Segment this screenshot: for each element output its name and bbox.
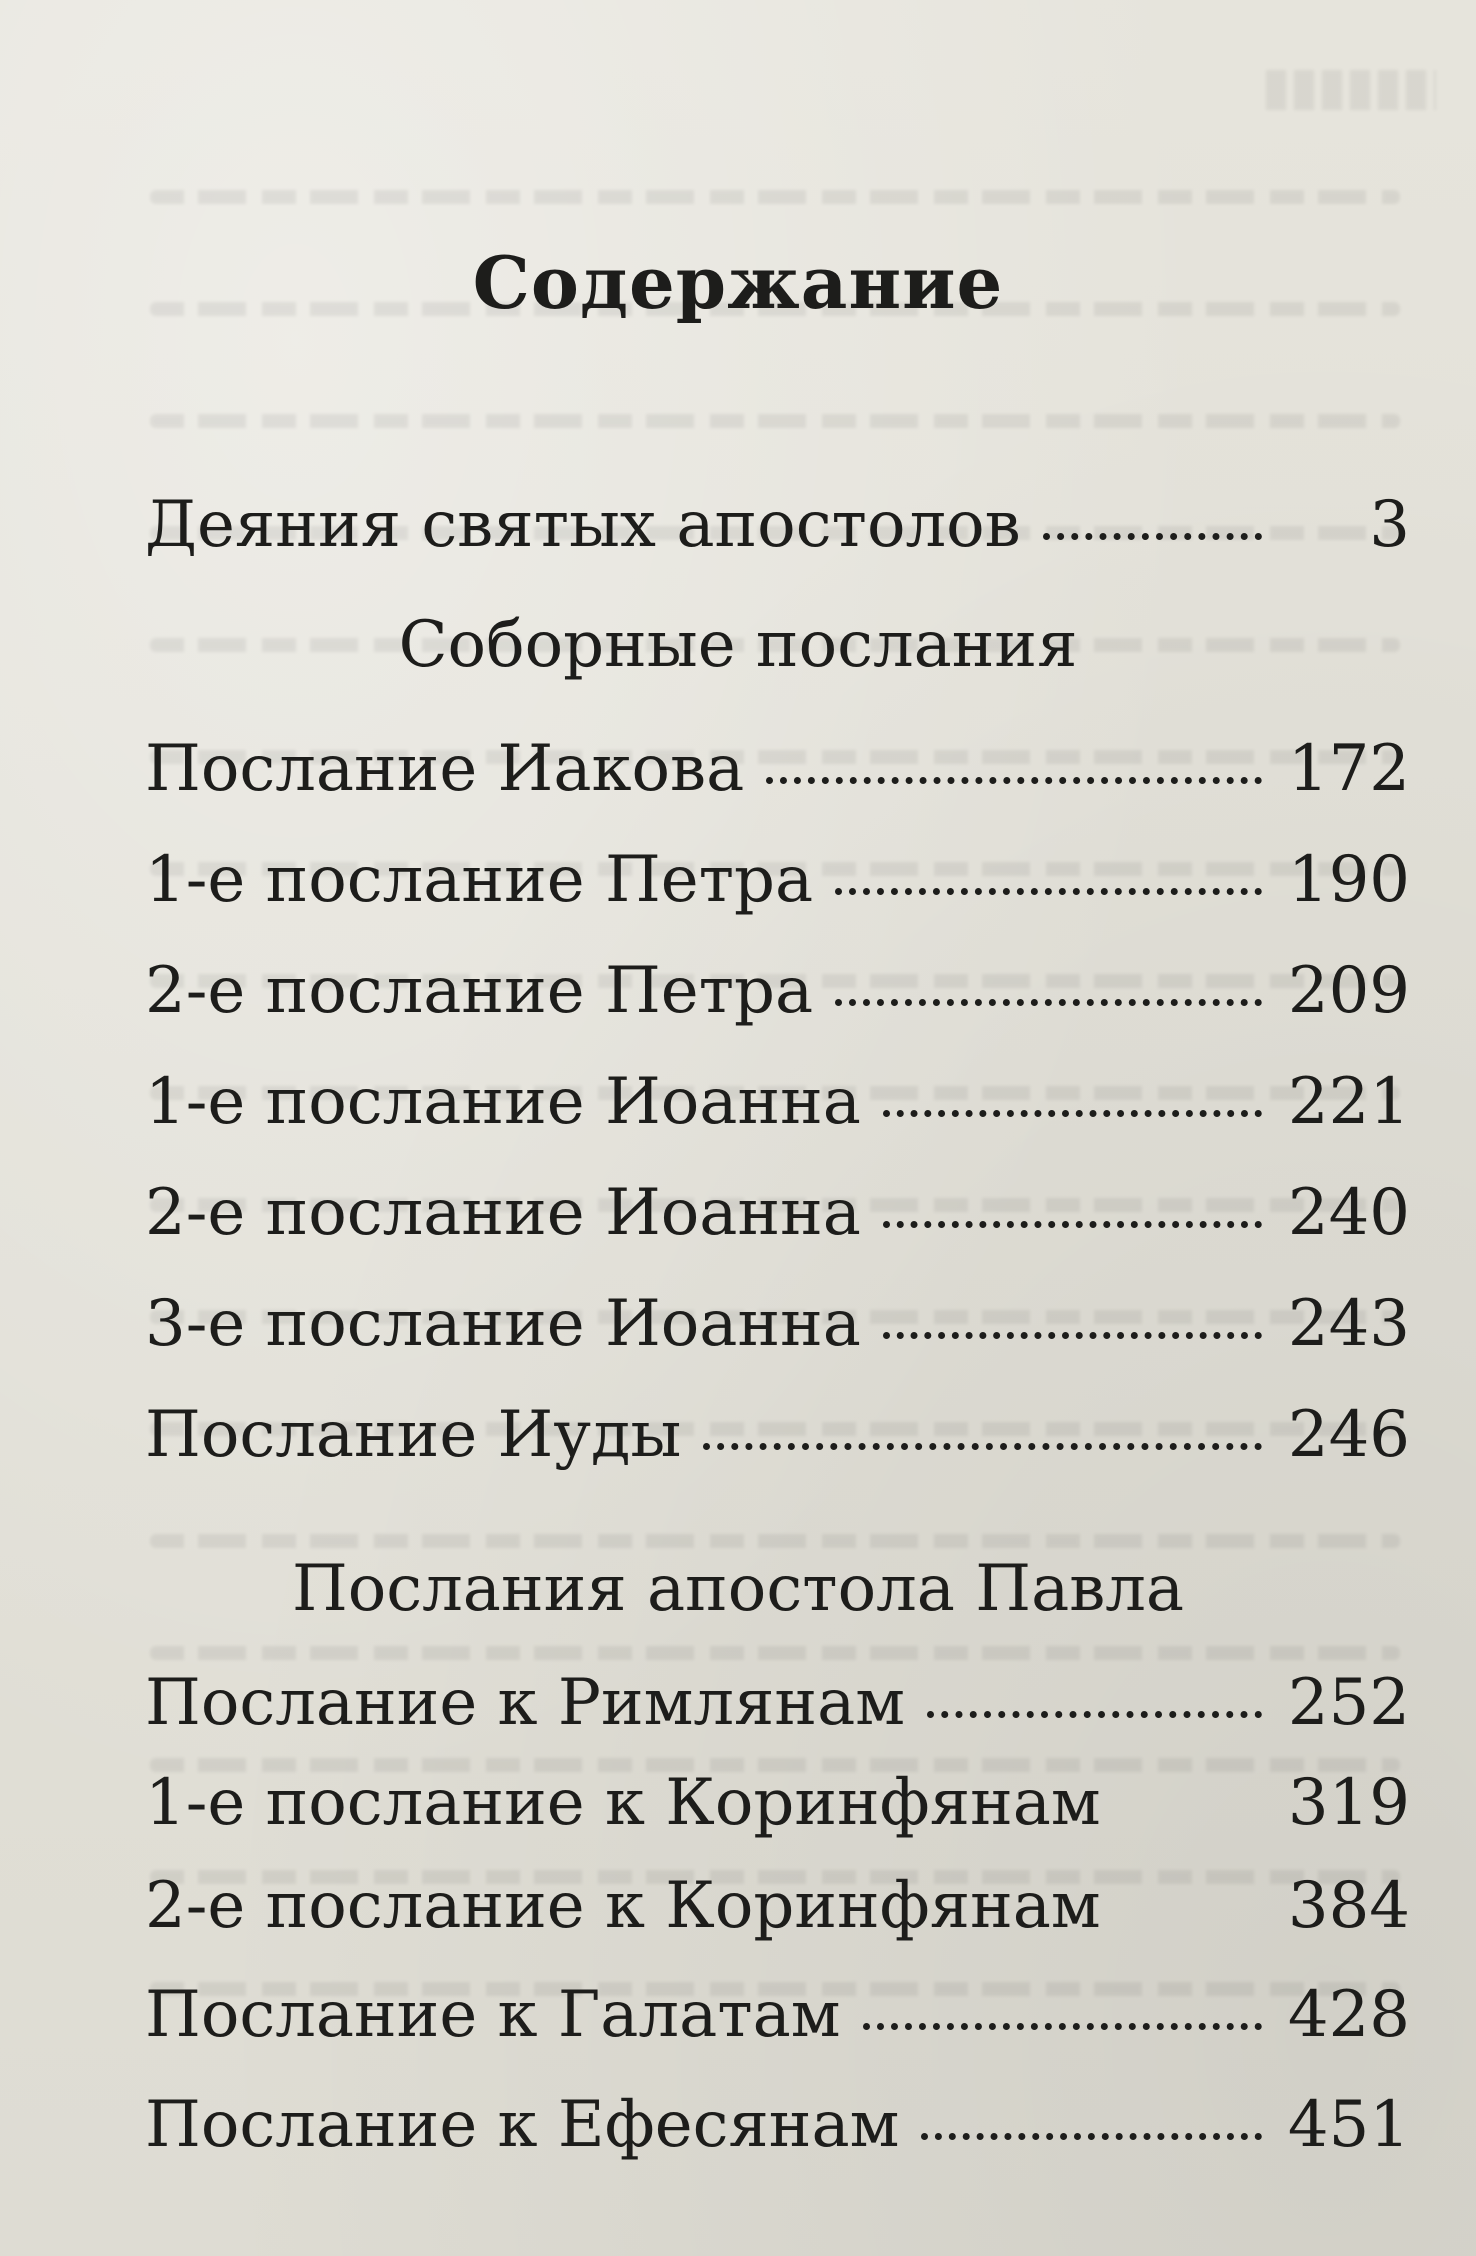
- toc-entry: [145, 1398, 1410, 1488]
- toc-entry-label: Послание Иакова: [145, 732, 745, 806]
- toc-entry-page: 243: [1287, 1287, 1410, 1361]
- dot-leader: [703, 1442, 1262, 1450]
- toc-entry: [145, 1065, 1410, 1155]
- toc-entry-label: Послание к Галатам: [145, 1978, 841, 2052]
- toc-entry: [145, 1978, 1410, 2068]
- toc-entry-page: 209: [1287, 954, 1410, 1028]
- section-heading: Послания апостола Павла: [291, 1552, 1185, 1626]
- toc-entry-label: 3-е послание Иоанна: [145, 1287, 861, 1361]
- toc-entry-label: 1-е послание Петра: [145, 843, 814, 917]
- toc-entry: [145, 1666, 1410, 1756]
- toc-entry: [145, 488, 1410, 578]
- toc-entry-page: 319: [1287, 1766, 1410, 1840]
- bleed-through-header: [1266, 70, 1436, 110]
- toc-entry-page: 190: [1287, 843, 1410, 917]
- dot-leader: [927, 1710, 1262, 1718]
- dot-leader: [883, 1220, 1262, 1228]
- dot-leader: [766, 776, 1262, 784]
- toc-entry-label: Послание Иуды: [145, 1398, 682, 1472]
- dot-leader: [835, 887, 1262, 895]
- page-title: Содержание: [472, 240, 1004, 325]
- toc-entry-label: 1-е послание к Коринфянам: [145, 1766, 1101, 1840]
- dot-leader: [863, 2022, 1262, 2030]
- toc-entry-label: 2-е послание Иоанна: [145, 1176, 861, 1250]
- toc-entry: [145, 1176, 1410, 1266]
- toc-entry: [145, 2088, 1410, 2178]
- toc-entry-page: 252: [1287, 1666, 1410, 1740]
- dot-leader: [1043, 532, 1262, 540]
- toc-entry: [145, 954, 1410, 1044]
- dot-leader: [883, 1109, 1262, 1117]
- dot-leader: [835, 998, 1262, 1006]
- toc-entry: [145, 732, 1410, 822]
- toc-entry-label: 2-е послание к Коринфянам: [145, 1869, 1101, 1943]
- toc-entry-page: 172: [1287, 732, 1410, 806]
- toc-entry: [145, 1869, 1410, 1959]
- toc-entry: [145, 1287, 1410, 1377]
- toc-entry-page: 246: [1287, 1398, 1410, 1472]
- section-heading: Соборные послания: [398, 608, 1078, 682]
- toc-entry-label: Послание к Ефесянам: [145, 2088, 900, 2162]
- toc-entry-page: 3: [1369, 488, 1410, 562]
- toc-entry-label: Деяния святых апостолов: [145, 488, 1021, 562]
- toc-entry-page: 428: [1287, 1978, 1410, 2052]
- toc-entry-page: 240: [1287, 1176, 1410, 1250]
- dot-leader: [921, 2132, 1262, 2140]
- toc-entry-label: 1-е послание Иоанна: [145, 1065, 861, 1139]
- toc-entry: [145, 1766, 1410, 1856]
- toc-entry-page: 451: [1287, 2088, 1410, 2162]
- toc-entry-label: Послание к Римлянам: [145, 1666, 905, 1740]
- toc-entry-label: 2-е послание Петра: [145, 954, 814, 1028]
- dot-leader: [883, 1331, 1262, 1339]
- toc-entry: [145, 843, 1410, 933]
- toc-entry-page: 384: [1287, 1869, 1410, 1943]
- toc-entry-page: 221: [1287, 1065, 1410, 1139]
